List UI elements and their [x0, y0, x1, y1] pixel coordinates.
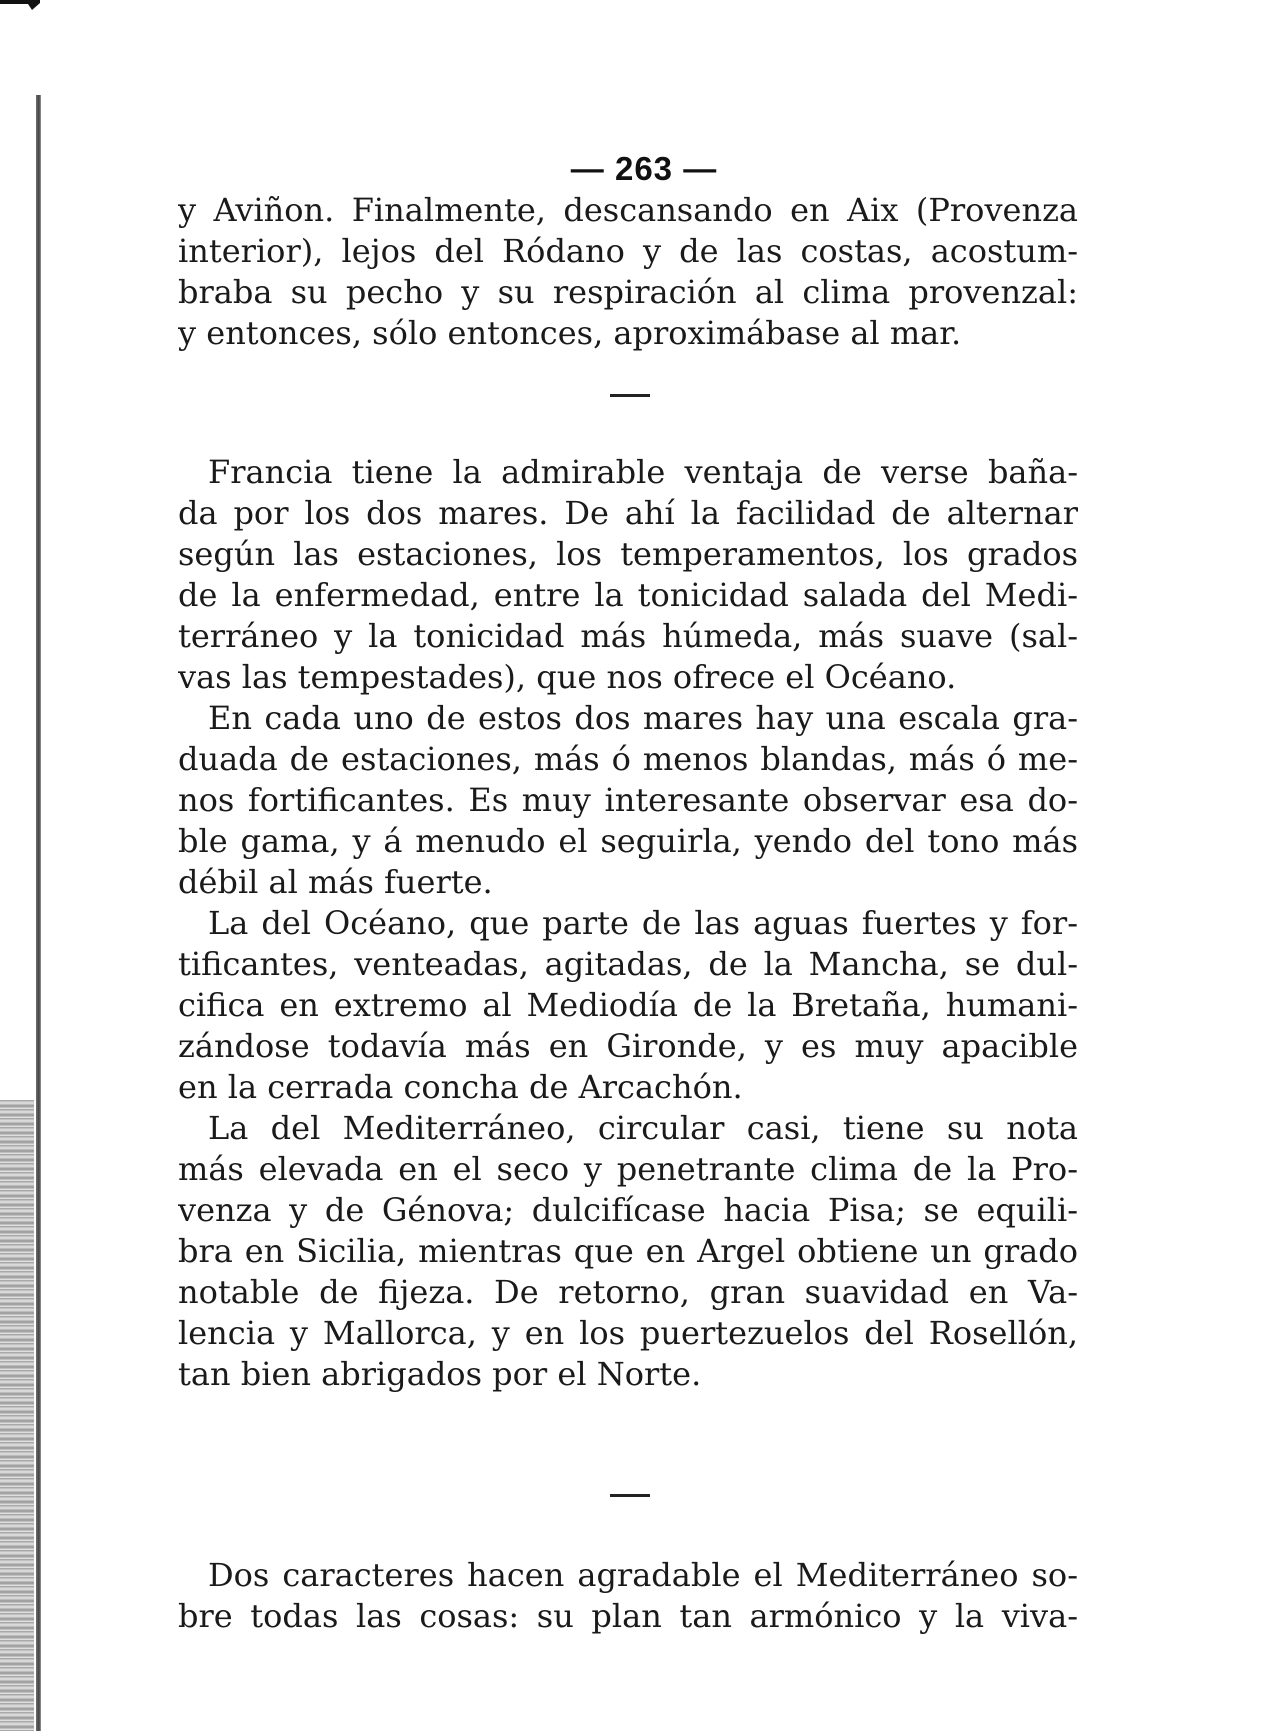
- text-line: vas las tempestades), que nos ofrece el Océano.: [178, 658, 957, 696]
- text-line: cifica en extremo al Mediodía de la Bretaña, humani-: [178, 986, 1078, 1024]
- text-line: según las estaciones, los temperamentos, los grados: [178, 535, 1078, 573]
- text-line: En cada uno de estos dos mares hay una escala gra-: [208, 699, 1078, 737]
- scan-corner-mark: [0, 0, 40, 10]
- text-line: de la enfermedad, entre la tonicidad salada del Medi-: [178, 576, 1078, 614]
- text-line: y Aviñon. Finalmente, descansando en Aix (Provenza: [178, 191, 1078, 229]
- paragraph-francia: [178, 452, 1078, 698]
- text-line: da por los dos mares. De ahí la facilidad de alternar: [178, 494, 1078, 532]
- paragraph-mediterraneo: [178, 1108, 1078, 1395]
- section-break-dash: [610, 1494, 650, 1497]
- paragraph-escala: [178, 698, 1078, 903]
- text-line: ble gama, y á menudo el seguirla, yendo del tono más: [178, 822, 1078, 860]
- text-line: Francia tiene la admirable ventaja de verse baña-: [208, 453, 1078, 491]
- text-line: en la cerrada concha de Arcachón.: [178, 1068, 743, 1106]
- page-binding-shadow: [0, 1100, 34, 1731]
- page-number: — 263 —: [570, 150, 718, 187]
- text-line: tificantes, venteadas, agitadas, de la Mancha, se dul-: [178, 945, 1078, 983]
- text-line: lencia y Mallorca, y en los puertezuelos del Rosellón,: [178, 1314, 1078, 1352]
- paragraph-oceano: [178, 903, 1078, 1108]
- page-binding-edge: [36, 95, 41, 1731]
- paragraph-caracteres: [178, 1555, 1078, 1637]
- text-line: terráneo y la tonicidad más húmeda, más suave (sal-: [178, 617, 1078, 655]
- text-line: más elevada en el seco y penetrante clima de la Pro-: [178, 1150, 1078, 1188]
- text-line: notable de fijeza. De retorno, gran suavidad en Va-: [178, 1273, 1078, 1311]
- text-line: venza y de Génova; dulcifícase hacia Pisa; se equili-: [178, 1191, 1078, 1229]
- text-line: braba su pecho y su respiración al clima provenzal:: [178, 273, 1078, 311]
- paragraph-continuation: [178, 190, 1078, 354]
- text-line: interior), lejos del Ródano y de las costas, acostum-: [178, 232, 1078, 270]
- section-break-dash: [610, 394, 650, 397]
- text-line: Dos caracteres hacen agradable el Mediterráneo so-: [208, 1556, 1078, 1594]
- text-line: y entonces, sólo entonces, aproximábase al mar.: [178, 314, 962, 352]
- text-line: duada de estaciones, más ó menos blandas, más ó me-: [178, 740, 1078, 778]
- text-line: bra en Sicilia, mientras que en Argel obtiene un grado: [178, 1232, 1078, 1270]
- text-line: tan bien abrigados por el Norte.: [178, 1355, 702, 1393]
- text-line: La del Océano, que parte de las aguas fuertes y for-: [208, 904, 1078, 942]
- text-line: zándose todavía más en Gironde, y es muy apacible: [178, 1027, 1078, 1065]
- text-line: La del Mediterráneo, circular casi, tiene su nota: [208, 1109, 1078, 1147]
- text-line: nos fortificantes. Es muy interesante observar esa do-: [178, 781, 1078, 819]
- text-line: débil al más fuerte.: [178, 863, 493, 901]
- text-line: bre todas las cosas: su plan tan armónico y la viva-: [178, 1597, 1078, 1635]
